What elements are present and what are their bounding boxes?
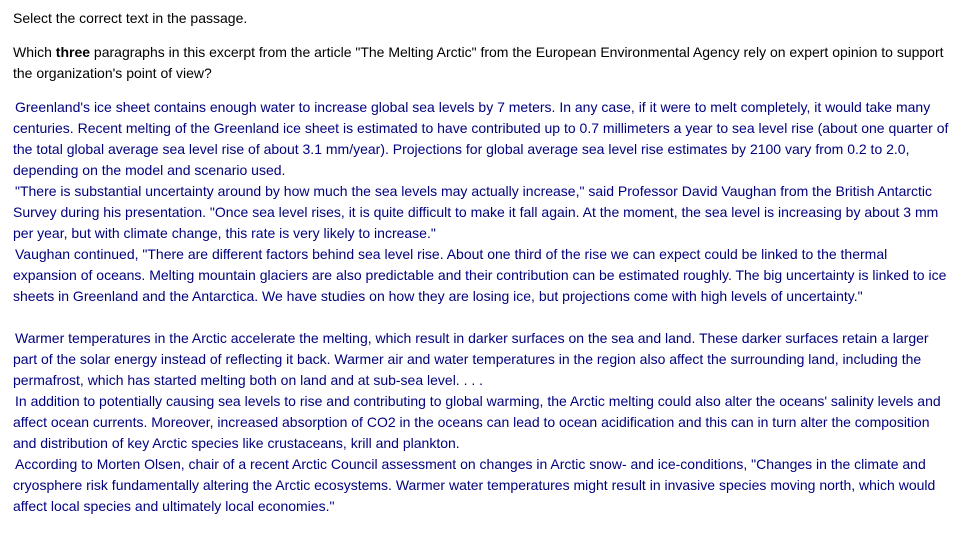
passage-paragraph-5[interactable]: In addition to potentially causing sea levels to rise and contributing to global warming, the Arctic melting could also alter the oceans' salinity levels and affect ocean currents. Moreover, increased absorption of CO2 in the oceans can lead to ocean acidification and this can in turn alter the composition and distribution of key Arctic species like crustaceans, krill and plankton. xyxy=(13,393,941,451)
instruction-text: Select the correct text in the passage. xyxy=(13,10,248,26)
paragraph-spacer xyxy=(13,307,949,328)
question-text-before: Which xyxy=(13,44,56,60)
question-text-after: paragraphs in this excerpt from the article "The Melting Arctic" from the European Environmental Agency rely on expert opinion to support the organization's point of view? xyxy=(13,44,944,81)
passage-paragraph-6[interactable]: According to Morten Olsen, chair of a recent Arctic Council assessment on changes in Arctic snow- and ice-conditions, "Changes in the climate and cryosphere risk fundamentally altering the Arctic ecosystems. Warmer water temperatures might result in invasive species moving north, which would affect local species and ultimately local economies." xyxy=(13,456,936,514)
question-emphasis: three xyxy=(55,44,91,60)
passage-paragraph-3[interactable]: Vaughan continued, "There are different factors behind sea level rise. About one third of the rise we can expect could be linked to the thermal expansion of oceans. Melting mountain glaciers are also predictable and their contribution can be estimated roughly. The big uncertainty is linked to ice sheets in Greenland and the Antarctica. We have studies on how they are losing ice, but projections come with high levels of uncertainty." xyxy=(13,246,947,304)
passage-paragraph-1[interactable]: Greenland's ice sheet contains enough water to increase global sea levels by 7 meters. In any case, if it were to melt completely, it would take many centuries. Recent melting of the Greenland ice sheet is estimated to have contributed up to 0.7 millimeters a year to sea level rise (about one quarter of the total global average sea level rise of about 3.1 mm/year). Projections for global average sea level rise estimates by 2100 vary from 0.2 to 2.0, depending on the model and scenario used. xyxy=(13,99,949,178)
passage-paragraph-4[interactable]: Warmer temperatures in the Arctic accelerate the melting, which result in darker surfaces on the sea and land. These darker surfaces retain a larger part of the solar energy instead of reflecting it back. Warmer air and water temperatures in the region also affect the surrounding land, including the permafrost, which has started melting both on land and at sub-sea level. . . . xyxy=(13,330,929,388)
question-text xyxy=(13,42,949,84)
passage xyxy=(13,97,949,517)
passage-paragraph-2[interactable]: "There is substantial uncertainty around by how much the sea levels may actually increase," said Professor David Vaughan from the British Antarctic Survey during his presentation. "Once sea level rises, it is quite difficult to make it fall again. At the moment, the sea level is increasing by about 3 mm per year, but with climate change, this rate is very likely to increase." xyxy=(13,183,939,241)
